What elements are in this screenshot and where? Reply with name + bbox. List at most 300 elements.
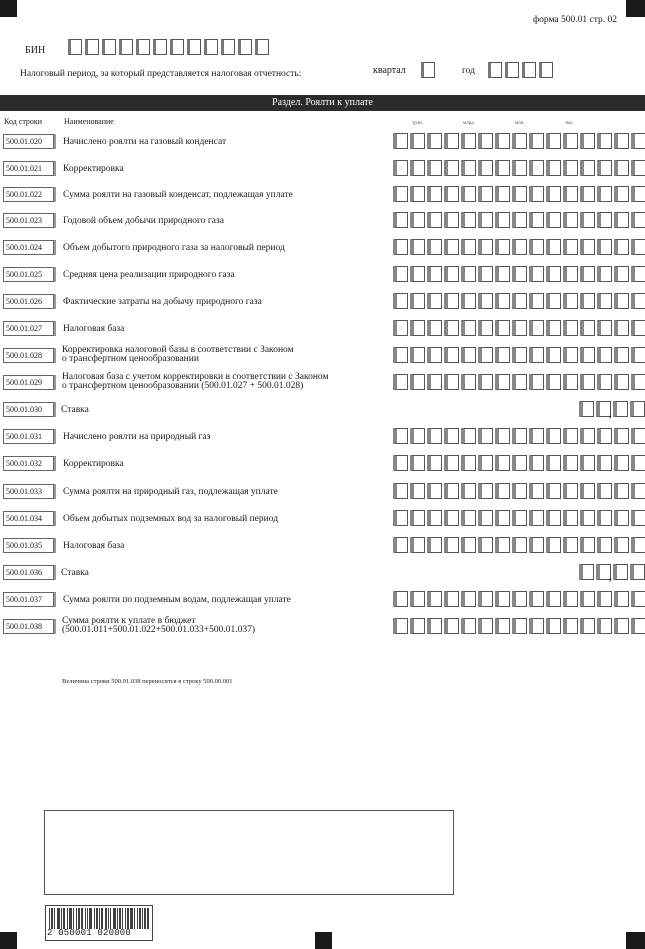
digit-cell[interactable]	[563, 186, 578, 202]
digit-cell[interactable]	[512, 455, 527, 471]
digit-cell[interactable]	[478, 537, 493, 553]
digit-cell[interactable]	[444, 537, 459, 553]
digit-cell[interactable]	[427, 510, 442, 526]
digit-cell[interactable]	[393, 483, 408, 499]
amount-input-cells[interactable]	[393, 133, 645, 149]
digit-cell[interactable]	[597, 186, 612, 202]
input-cell[interactable]	[238, 39, 252, 55]
digit-cell[interactable]	[512, 160, 527, 176]
digit-cell[interactable]	[579, 401, 594, 417]
digit-cell[interactable]	[563, 591, 578, 607]
digit-cell[interactable]	[529, 186, 544, 202]
digit-cell[interactable]	[563, 510, 578, 526]
amount-input-cells[interactable]	[393, 483, 645, 499]
digit-cell[interactable]	[597, 160, 612, 176]
digit-cell[interactable]	[529, 483, 544, 499]
digit-cell[interactable]	[393, 428, 408, 444]
digit-cell[interactable]	[580, 510, 595, 526]
digit-cell[interactable]	[444, 212, 459, 228]
digit-cell[interactable]	[512, 293, 527, 309]
digit-cell[interactable]	[631, 591, 645, 607]
digit-cell[interactable]	[478, 133, 493, 149]
digit-cell[interactable]	[546, 591, 561, 607]
digit-cell[interactable]	[444, 591, 459, 607]
digit-cell[interactable]	[614, 455, 629, 471]
input-cell[interactable]	[85, 39, 99, 55]
digit-cell[interactable]	[563, 483, 578, 499]
digit-cell[interactable]	[580, 160, 595, 176]
digit-cell[interactable]	[512, 537, 527, 553]
digit-cell[interactable]	[495, 510, 510, 526]
digit-cell[interactable]	[478, 347, 493, 363]
input-cell[interactable]	[136, 39, 150, 55]
amount-input-cells[interactable]	[393, 537, 645, 553]
digit-cell[interactable]	[410, 537, 425, 553]
digit-cell[interactable]	[529, 428, 544, 444]
digit-cell[interactable]	[461, 133, 476, 149]
amount-input-cells[interactable]	[393, 266, 645, 282]
digit-cell[interactable]	[410, 428, 425, 444]
amount-input-cells[interactable]	[393, 510, 645, 526]
digit-cell[interactable]	[580, 428, 595, 444]
digit-cell[interactable]	[478, 186, 493, 202]
digit-cell[interactable]	[631, 455, 645, 471]
digit-cell[interactable]	[393, 618, 408, 634]
input-cell[interactable]	[488, 62, 502, 78]
digit-cell[interactable]	[580, 186, 595, 202]
digit-cell[interactable]	[563, 618, 578, 634]
digit-cell[interactable]	[597, 591, 612, 607]
digit-cell[interactable]	[546, 239, 561, 255]
digit-cell[interactable]	[614, 186, 629, 202]
input-cell[interactable]	[102, 39, 116, 55]
digit-cell[interactable]	[427, 591, 442, 607]
digit-cell[interactable]	[495, 186, 510, 202]
digit-cell[interactable]	[631, 266, 645, 282]
digit-cell[interactable]	[427, 537, 442, 553]
digit-cell[interactable]	[461, 293, 476, 309]
amount-input-cells[interactable]	[393, 160, 645, 176]
amount-input-cells[interactable]	[393, 320, 645, 336]
digit-cell[interactable]	[495, 537, 510, 553]
digit-cell[interactable]	[597, 133, 612, 149]
digit-cell[interactable]	[478, 266, 493, 282]
digit-cell[interactable]	[580, 239, 595, 255]
input-cell[interactable]	[505, 62, 519, 78]
digit-cell[interactable]	[579, 564, 594, 580]
digit-cell[interactable]	[495, 483, 510, 499]
digit-cell[interactable]	[393, 510, 408, 526]
digit-cell[interactable]	[461, 428, 476, 444]
digit-cell[interactable]	[597, 483, 612, 499]
digit-cell[interactable]	[495, 212, 510, 228]
signature-stamp-box[interactable]	[44, 810, 454, 895]
digit-cell[interactable]	[512, 186, 527, 202]
digit-cell[interactable]	[410, 510, 425, 526]
digit-cell[interactable]	[529, 320, 544, 336]
digit-cell[interactable]	[614, 537, 629, 553]
digit-cell[interactable]	[393, 320, 408, 336]
digit-cell[interactable]	[410, 347, 425, 363]
digit-cell[interactable]	[614, 347, 629, 363]
digit-cell[interactable]	[461, 618, 476, 634]
digit-cell[interactable]	[546, 537, 561, 553]
digit-cell[interactable]	[614, 320, 629, 336]
digit-cell[interactable]	[495, 133, 510, 149]
digit-cell[interactable]	[478, 591, 493, 607]
digit-cell[interactable]	[631, 133, 645, 149]
digit-cell[interactable]	[529, 293, 544, 309]
digit-cell[interactable]	[529, 266, 544, 282]
digit-cell[interactable]	[546, 618, 561, 634]
digit-cell[interactable]	[529, 455, 544, 471]
digit-cell[interactable]	[444, 239, 459, 255]
digit-cell[interactable]	[410, 374, 425, 390]
digit-cell[interactable]	[393, 133, 408, 149]
digit-cell[interactable]	[529, 239, 544, 255]
digit-cell[interactable]	[461, 320, 476, 336]
digit-cell[interactable]	[444, 266, 459, 282]
digit-cell[interactable]	[512, 618, 527, 634]
digit-cell[interactable]	[563, 293, 578, 309]
digit-cell[interactable]	[580, 320, 595, 336]
digit-cell[interactable]	[597, 618, 612, 634]
digit-cell[interactable]	[478, 293, 493, 309]
digit-cell[interactable]	[613, 401, 628, 417]
digit-cell[interactable]	[444, 455, 459, 471]
digit-cell[interactable]	[597, 266, 612, 282]
digit-cell[interactable]	[631, 510, 645, 526]
digit-cell[interactable]	[597, 347, 612, 363]
digit-cell[interactable]	[631, 347, 645, 363]
input-cell[interactable]	[187, 39, 201, 55]
digit-cell[interactable]	[410, 133, 425, 149]
bin-input-cells[interactable]	[68, 39, 272, 55]
digit-cell[interactable]	[512, 483, 527, 499]
digit-cell[interactable]	[630, 401, 645, 417]
digit-cell[interactable]	[631, 160, 645, 176]
digit-cell[interactable]	[444, 347, 459, 363]
digit-cell[interactable]	[512, 133, 527, 149]
digit-cell[interactable]	[427, 374, 442, 390]
digit-cell[interactable]	[478, 212, 493, 228]
digit-cell[interactable]	[546, 320, 561, 336]
amount-input-cells[interactable]	[393, 293, 645, 309]
digit-cell[interactable]	[580, 618, 595, 634]
digit-cell[interactable]	[393, 537, 408, 553]
digit-cell[interactable]	[631, 293, 645, 309]
digit-cell[interactable]	[631, 320, 645, 336]
digit-cell[interactable]	[563, 266, 578, 282]
digit-cell[interactable]	[427, 133, 442, 149]
digit-cell[interactable]	[461, 483, 476, 499]
digit-cell[interactable]	[529, 160, 544, 176]
input-cell[interactable]	[255, 39, 269, 55]
digit-cell[interactable]	[597, 455, 612, 471]
digit-cell[interactable]	[563, 212, 578, 228]
digit-cell[interactable]	[580, 347, 595, 363]
digit-cell[interactable]	[512, 266, 527, 282]
digit-cell[interactable]	[529, 374, 544, 390]
digit-cell[interactable]	[563, 239, 578, 255]
digit-cell[interactable]	[546, 186, 561, 202]
digit-cell[interactable]	[478, 618, 493, 634]
digit-cell[interactable]	[512, 374, 527, 390]
digit-cell[interactable]	[410, 618, 425, 634]
digit-cell[interactable]	[614, 483, 629, 499]
digit-cell[interactable]	[563, 455, 578, 471]
digit-cell[interactable]	[512, 347, 527, 363]
digit-cell[interactable]	[495, 266, 510, 282]
digit-cell[interactable]	[393, 293, 408, 309]
input-cell[interactable]	[170, 39, 184, 55]
digit-cell[interactable]	[580, 212, 595, 228]
digit-cell[interactable]	[410, 455, 425, 471]
digit-cell[interactable]	[393, 347, 408, 363]
digit-cell[interactable]	[546, 347, 561, 363]
digit-cell[interactable]	[427, 239, 442, 255]
amount-input-cells[interactable]	[393, 212, 645, 228]
digit-cell[interactable]	[597, 537, 612, 553]
digit-cell[interactable]	[512, 320, 527, 336]
digit-cell[interactable]	[427, 455, 442, 471]
rate-input-cells[interactable]	[579, 401, 645, 417]
digit-cell[interactable]	[529, 510, 544, 526]
digit-cell[interactable]	[495, 320, 510, 336]
digit-cell[interactable]	[410, 239, 425, 255]
digit-cell[interactable]	[512, 212, 527, 228]
digit-cell[interactable]	[495, 618, 510, 634]
input-cell[interactable]	[221, 39, 235, 55]
digit-cell[interactable]	[393, 374, 408, 390]
digit-cell[interactable]	[444, 133, 459, 149]
digit-cell[interactable]	[614, 239, 629, 255]
digit-cell[interactable]	[597, 239, 612, 255]
amount-input-cells[interactable]	[393, 347, 645, 363]
digit-cell[interactable]	[427, 618, 442, 634]
digit-cell[interactable]	[393, 591, 408, 607]
digit-cell[interactable]	[563, 428, 578, 444]
digit-cell[interactable]	[614, 510, 629, 526]
digit-cell[interactable]	[495, 374, 510, 390]
quarter-input-cell[interactable]	[421, 62, 436, 78]
amount-input-cells[interactable]	[393, 374, 645, 390]
digit-cell[interactable]	[631, 374, 645, 390]
digit-cell[interactable]	[444, 160, 459, 176]
digit-cell[interactable]	[563, 374, 578, 390]
digit-cell[interactable]	[631, 239, 645, 255]
digit-cell[interactable]	[393, 239, 408, 255]
digit-cell[interactable]	[580, 455, 595, 471]
digit-cell[interactable]	[495, 239, 510, 255]
digit-cell[interactable]	[546, 266, 561, 282]
amount-input-cells[interactable]	[393, 186, 645, 202]
digit-cell[interactable]	[580, 133, 595, 149]
digit-cell[interactable]	[478, 428, 493, 444]
amount-input-cells[interactable]	[393, 618, 645, 634]
digit-cell[interactable]	[461, 591, 476, 607]
digit-cell[interactable]	[546, 455, 561, 471]
digit-cell[interactable]	[529, 133, 544, 149]
digit-cell[interactable]	[410, 160, 425, 176]
digit-cell[interactable]	[461, 455, 476, 471]
digit-cell[interactable]	[461, 186, 476, 202]
digit-cell[interactable]	[461, 374, 476, 390]
digit-cell[interactable]	[563, 537, 578, 553]
digit-cell[interactable]	[495, 591, 510, 607]
digit-cell[interactable]	[546, 293, 561, 309]
digit-cell[interactable]	[461, 266, 476, 282]
digit-cell[interactable]	[444, 483, 459, 499]
digit-cell[interactable]	[427, 428, 442, 444]
digit-cell[interactable]	[529, 212, 544, 228]
digit-cell[interactable]	[461, 537, 476, 553]
input-cell[interactable]	[522, 62, 536, 78]
digit-cell[interactable]	[631, 483, 645, 499]
digit-cell[interactable]	[563, 160, 578, 176]
digit-cell[interactable]	[597, 374, 612, 390]
digit-cell[interactable]	[529, 591, 544, 607]
digit-cell[interactable]	[546, 428, 561, 444]
digit-cell[interactable]	[393, 186, 408, 202]
digit-cell[interactable]	[529, 618, 544, 634]
digit-cell[interactable]	[478, 160, 493, 176]
digit-cell[interactable]	[630, 564, 645, 580]
digit-cell[interactable]	[461, 239, 476, 255]
digit-cell[interactable]	[580, 266, 595, 282]
digit-cell[interactable]	[444, 510, 459, 526]
digit-cell[interactable]	[410, 591, 425, 607]
digit-cell[interactable]	[393, 455, 408, 471]
input-cell[interactable]	[539, 62, 553, 78]
digit-cell[interactable]	[614, 618, 629, 634]
digit-cell[interactable]	[410, 186, 425, 202]
digit-cell[interactable]	[444, 186, 459, 202]
digit-cell[interactable]	[631, 186, 645, 202]
amount-input-cells[interactable]	[393, 239, 645, 255]
amount-input-cells[interactable]	[393, 428, 645, 444]
digit-cell[interactable]	[597, 510, 612, 526]
year-input-cells[interactable]	[488, 62, 556, 78]
digit-cell[interactable]	[478, 510, 493, 526]
digit-cell[interactable]	[478, 374, 493, 390]
digit-cell[interactable]	[444, 293, 459, 309]
digit-cell[interactable]	[546, 133, 561, 149]
digit-cell[interactable]	[427, 347, 442, 363]
digit-cell[interactable]	[614, 133, 629, 149]
amount-input-cells[interactable]	[393, 591, 645, 607]
digit-cell[interactable]	[529, 537, 544, 553]
digit-cell[interactable]	[427, 483, 442, 499]
digit-cell[interactable]	[580, 591, 595, 607]
amount-input-cells[interactable]	[393, 455, 645, 471]
digit-cell[interactable]	[546, 160, 561, 176]
digit-cell[interactable]	[478, 455, 493, 471]
digit-cell[interactable]	[495, 347, 510, 363]
digit-cell[interactable]	[461, 212, 476, 228]
digit-cell[interactable]	[580, 293, 595, 309]
rate-input-cells[interactable]	[579, 564, 645, 580]
digit-cell[interactable]	[546, 374, 561, 390]
digit-cell[interactable]	[631, 428, 645, 444]
digit-cell[interactable]	[631, 618, 645, 634]
digit-cell[interactable]	[614, 428, 629, 444]
digit-cell[interactable]	[614, 160, 629, 176]
input-cell[interactable]	[68, 39, 82, 55]
digit-cell[interactable]	[631, 212, 645, 228]
digit-cell[interactable]	[410, 212, 425, 228]
digit-cell[interactable]	[563, 133, 578, 149]
digit-cell[interactable]	[461, 510, 476, 526]
digit-cell[interactable]	[631, 537, 645, 553]
digit-cell[interactable]	[580, 374, 595, 390]
digit-cell[interactable]	[597, 212, 612, 228]
digit-cell[interactable]	[410, 320, 425, 336]
digit-cell[interactable]	[478, 483, 493, 499]
digit-cell[interactable]	[393, 266, 408, 282]
digit-cell[interactable]	[393, 212, 408, 228]
digit-cell[interactable]	[512, 428, 527, 444]
digit-cell[interactable]	[614, 293, 629, 309]
digit-cell[interactable]	[614, 591, 629, 607]
digit-cell[interactable]	[495, 293, 510, 309]
digit-cell[interactable]	[461, 347, 476, 363]
digit-cell[interactable]	[597, 320, 612, 336]
digit-cell[interactable]	[613, 564, 628, 580]
digit-cell[interactable]	[495, 455, 510, 471]
digit-cell[interactable]	[512, 591, 527, 607]
digit-cell[interactable]	[614, 212, 629, 228]
digit-cell[interactable]	[563, 320, 578, 336]
digit-cell[interactable]	[512, 510, 527, 526]
digit-cell[interactable]	[393, 160, 408, 176]
digit-cell[interactable]	[512, 239, 527, 255]
digit-cell[interactable]	[410, 266, 425, 282]
digit-cell[interactable]	[478, 239, 493, 255]
digit-cell[interactable]	[580, 537, 595, 553]
digit-cell[interactable]	[546, 212, 561, 228]
digit-cell[interactable]	[444, 320, 459, 336]
digit-cell[interactable]	[427, 212, 442, 228]
digit-cell[interactable]	[495, 428, 510, 444]
digit-cell[interactable]	[614, 374, 629, 390]
input-cell[interactable]	[204, 39, 218, 55]
digit-cell[interactable]	[546, 483, 561, 499]
digit-cell[interactable]	[410, 483, 425, 499]
digit-cell[interactable]	[444, 428, 459, 444]
digit-cell[interactable]	[478, 320, 493, 336]
digit-cell[interactable]	[597, 428, 612, 444]
digit-cell[interactable]	[427, 293, 442, 309]
digit-cell[interactable]	[495, 160, 510, 176]
input-cell[interactable]	[153, 39, 167, 55]
digit-cell[interactable]	[461, 160, 476, 176]
digit-cell[interactable]	[410, 293, 425, 309]
digit-cell[interactable]	[529, 347, 544, 363]
digit-cell[interactable]	[597, 293, 612, 309]
digit-cell[interactable]	[580, 483, 595, 499]
digit-cell[interactable]	[614, 266, 629, 282]
digit-cell[interactable]	[427, 186, 442, 202]
digit-cell[interactable]	[563, 347, 578, 363]
input-cell[interactable]	[119, 39, 133, 55]
digit-cell[interactable]	[546, 510, 561, 526]
digit-cell[interactable]	[427, 160, 442, 176]
digit-cell[interactable]	[427, 320, 442, 336]
digit-cell[interactable]	[444, 374, 459, 390]
digit-cell[interactable]	[444, 618, 459, 634]
digit-cell[interactable]	[427, 266, 442, 282]
